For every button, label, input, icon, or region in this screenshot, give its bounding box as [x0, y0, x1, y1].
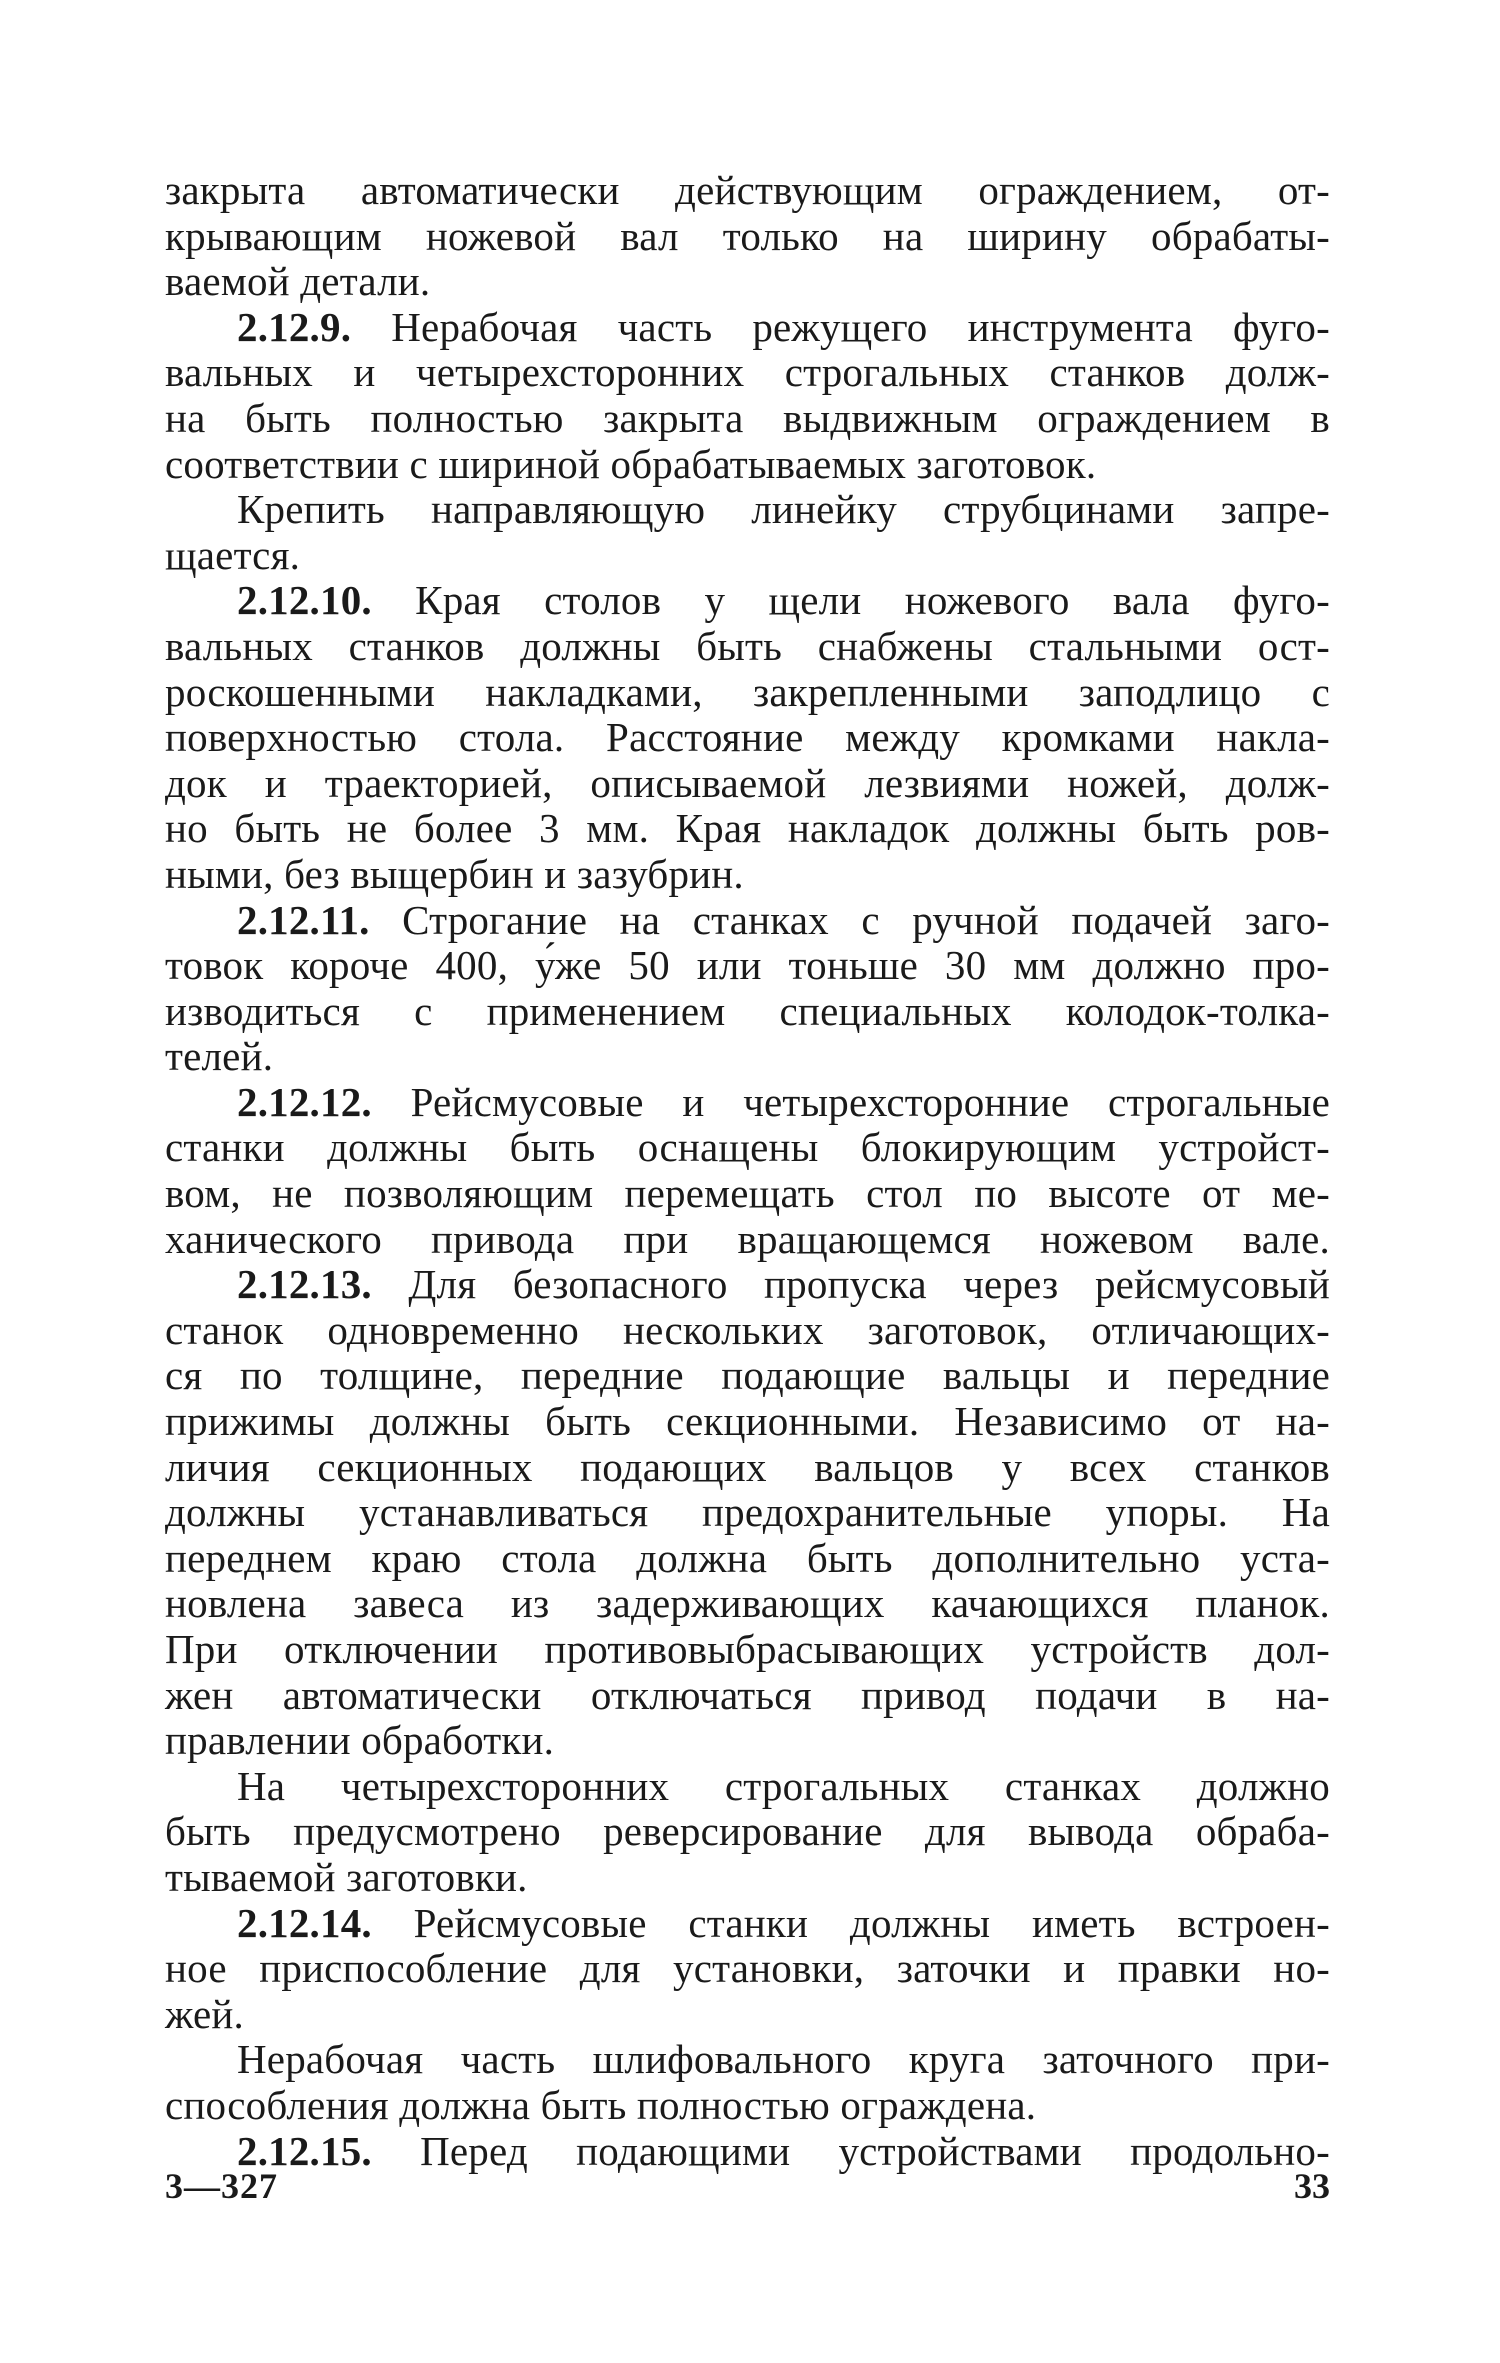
text-line: [165, 442, 1330, 488]
text-line: [165, 1718, 1330, 1764]
text-line: [165, 2037, 1330, 2083]
clause-number: 2.12.9.: [237, 303, 352, 350]
clause-number: 2.12.11.: [237, 896, 370, 943]
line-text: При отключении противовыбрасывающих устройств дол-: [165, 1626, 1330, 1672]
text-line: [165, 1262, 1330, 1308]
text-line: [165, 305, 1330, 351]
clause-number: 2.12.12.: [237, 1078, 372, 1125]
text-line: [165, 1034, 1330, 1080]
text-line: [165, 259, 1330, 305]
text-line: [165, 396, 1330, 442]
line-text: переднем краю стола должна быть дополнительно уста-: [165, 1534, 1330, 1581]
text-line: [165, 1080, 1330, 1126]
text-line: [165, 487, 1330, 533]
text-line: [165, 1673, 1330, 1719]
line-text: Для безопасного пропуска через рейсмусовый: [371, 1261, 1330, 1308]
line-text: ваемой детали.: [165, 258, 431, 305]
line-text: На четырехсторонних строгальных станках должно: [237, 1762, 1330, 1809]
line-text: способления должна быть полностью ограждена.: [165, 2081, 1037, 2128]
line-text: Рейсмусовые и четырехсторонние строгальные: [371, 1078, 1330, 1125]
line-text: Строгание на станках с ручной подачей заго-: [369, 896, 1330, 943]
text-line: [165, 1764, 1330, 1810]
line-text: должны устанавливаться предохранительные упоры. На: [165, 1489, 1330, 1536]
text-line: [165, 1946, 1330, 1992]
text-line: [165, 989, 1330, 1035]
line-text: поверхностью стола. Расстояние между кромками накла-: [165, 714, 1330, 761]
line-text: тываемой заготовки.: [165, 1853, 528, 1900]
line-text: Нерабочая часть шлифовального круга заточного при-: [237, 2036, 1330, 2083]
line-text: роскошенными накладками, закрепленными заподлицо с: [165, 668, 1330, 715]
text-line: [165, 1809, 1330, 1855]
line-text: ханического привода при вращающемся ножевом вале.: [165, 1215, 1330, 1262]
text-line: [165, 533, 1330, 579]
text-line: [165, 2083, 1330, 2129]
text-line: [165, 898, 1330, 944]
line-text: ное приспособление для установки, заточки и правки но-: [165, 1945, 1330, 1992]
line-text: крывающим ножевой вал только на ширину обрабаты-: [165, 212, 1330, 259]
line-text: вальных и четырехсторонних строгальных станков долж-: [165, 349, 1330, 396]
text-line: [165, 1536, 1330, 1582]
line-text: закрыта автоматически действующим ограждением, от-: [165, 167, 1330, 213]
clause-number: 2.12.10.: [237, 577, 372, 624]
line-text: товок короче 400, у́же 50 или тоньше 30 мм должно про-: [165, 942, 1330, 989]
text-line: [165, 1581, 1330, 1627]
line-text: щается.: [165, 531, 301, 578]
line-text: жей.: [165, 1990, 244, 2037]
text-line: [165, 761, 1330, 807]
line-text: Нерабочая часть режущего инструмента фуго-: [351, 303, 1330, 350]
text-line: [165, 670, 1330, 716]
line-text: быть предусмотрено реверсирование для вывода обраба-: [165, 1808, 1330, 1855]
text-line: [165, 1855, 1330, 1901]
text-line: [165, 1399, 1330, 1445]
text-line: [165, 624, 1330, 670]
text-line: [165, 1992, 1330, 2038]
clause-number: 2.12.14.: [237, 1899, 372, 1946]
line-text: жен автоматически отключаться привод подачи в на-: [165, 1671, 1330, 1718]
clause-number: 2.12.15.: [237, 2127, 372, 2174]
clause-number: 2.12.13.: [237, 1261, 372, 1308]
line-text: изводиться с применением специальных колодок-толка-: [165, 987, 1330, 1034]
text-line: [165, 578, 1330, 624]
line-text: личия секционных подающих вальцов у всех станков: [165, 1443, 1330, 1490]
text-line: [165, 2129, 1330, 2175]
text-line: [165, 1901, 1330, 1947]
line-text: вальных станков должны быть снабжены стальными ост-: [165, 622, 1330, 669]
text-line: [165, 1490, 1330, 1536]
text-line: [165, 1125, 1330, 1171]
line-text: вом, не позволяющим перемещать стол по высоте от ме-: [165, 1170, 1330, 1217]
line-text: прижимы должны быть секционными. Независимо от на-: [165, 1398, 1330, 1445]
line-text: соответствии с шириной обрабатываемых заготовок.: [165, 440, 1097, 487]
text-line: [165, 852, 1330, 898]
text-line: [165, 1445, 1330, 1491]
text-line: [165, 943, 1330, 989]
line-text: ными, без выщербин и зазубрин.: [165, 850, 744, 897]
line-text: станки должны быть оснащены блокирующим устройст-: [165, 1124, 1330, 1171]
line-text: док и траекторией, описываемой лезвиями ножей, долж-: [165, 759, 1330, 806]
text-line: [165, 168, 1330, 214]
text-line: [165, 806, 1330, 852]
line-text: на быть полностью закрыта выдвижным ограждением в: [165, 394, 1330, 441]
line-text: телей.: [165, 1033, 274, 1080]
body-text: [165, 168, 1330, 2174]
line-text: правлении обработки.: [165, 1717, 555, 1764]
text-line: [165, 1308, 1330, 1354]
line-text: станок одновременно нескольких заготовок, отличающих-: [165, 1306, 1330, 1353]
text-line: [165, 1171, 1330, 1217]
line-text: Крепить направляющую линейку струбцинами запре-: [237, 486, 1330, 533]
text-line: [165, 350, 1330, 396]
text-line: [165, 1353, 1330, 1399]
line-text: Рейсмусовые станки должны иметь встроен-: [371, 1899, 1330, 1946]
line-text: Края столов у щели ножевого вала фуго-: [371, 577, 1330, 624]
text-line: [165, 1217, 1330, 1263]
text-line: [165, 715, 1330, 761]
line-text: новлена завеса из задерживающих качающихся планок.: [165, 1580, 1330, 1627]
line-text: но быть не более 3 мм. Края накладок должны быть ров-: [165, 805, 1330, 852]
page-number: 33: [1294, 2166, 1330, 2206]
text-line: [165, 214, 1330, 260]
line-text: Перед подающими устройствами продольно-: [371, 2127, 1330, 2174]
line-text: ся по толщине, передние подающие вальцы и передние: [165, 1352, 1330, 1399]
text-line: [165, 1627, 1330, 1673]
printer-signature: 3—327: [165, 2166, 278, 2206]
